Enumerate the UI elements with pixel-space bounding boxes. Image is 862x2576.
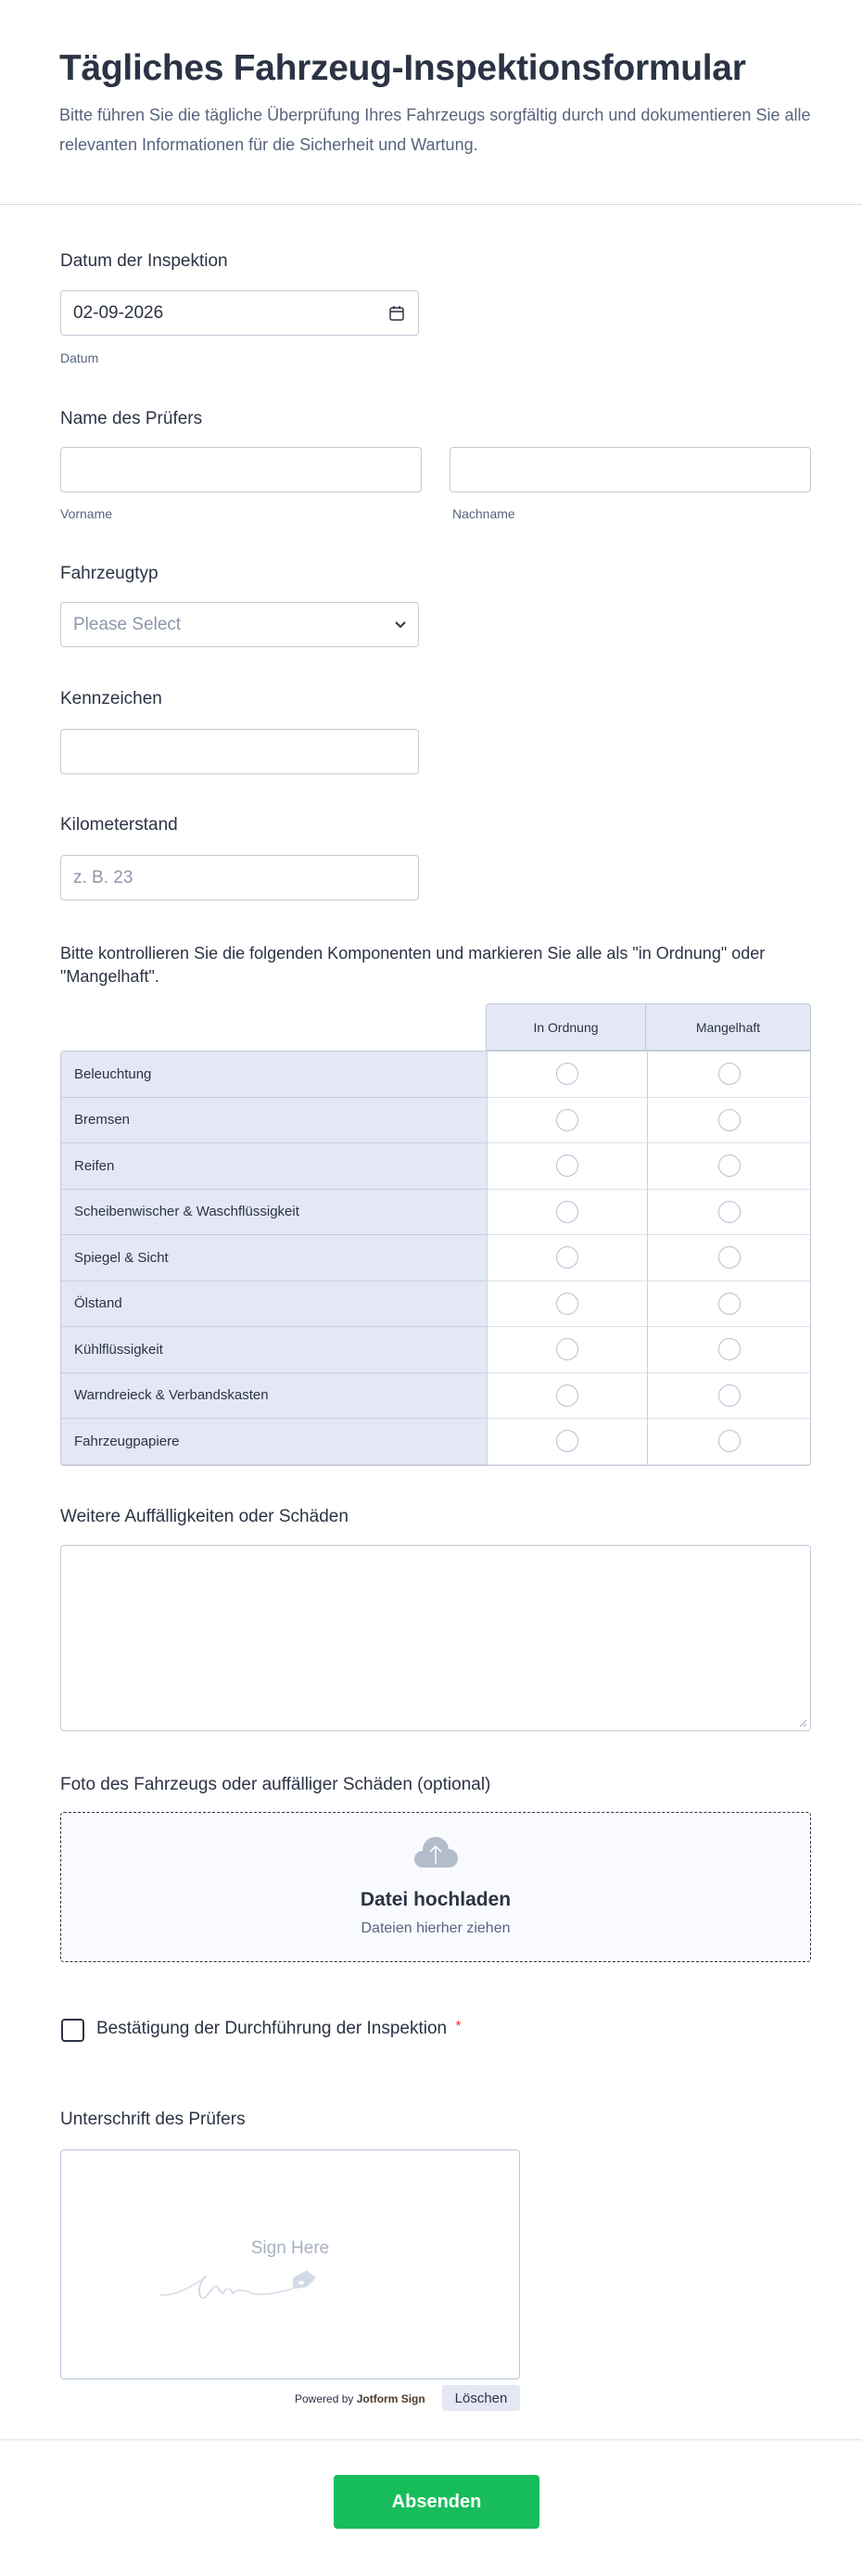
- matrix-row: [61, 1052, 810, 1098]
- radio-in-ordnung[interactable]: [556, 1246, 578, 1269]
- powered-by: [295, 2392, 425, 2405]
- first-name-input[interactable]: [60, 447, 422, 492]
- plate-input[interactable]: [60, 729, 419, 774]
- jotform-sign-brand: Jotform Sign: [356, 2392, 425, 2405]
- matrix-column-header: In Ordnung: [486, 1003, 646, 1051]
- radio-in-ordnung[interactable]: [556, 1430, 578, 1452]
- confirm-label: [96, 2019, 462, 2039]
- matrix-cell: [487, 1052, 647, 1098]
- matrix-cell: [487, 1235, 647, 1282]
- matrix-cell: [647, 1235, 810, 1282]
- matrix-cell: [487, 1373, 647, 1420]
- radio-mangelhaft[interactable]: [718, 1338, 741, 1360]
- matrix-row: [61, 1098, 810, 1144]
- matrix-row-label: Ölstand: [61, 1282, 487, 1328]
- matrix-column-header: Mangelhaft: [646, 1003, 811, 1051]
- date-input[interactable]: [60, 290, 419, 336]
- matrix-row-label: Fahrzeugpapiere: [61, 1419, 487, 1465]
- name-label: Name des Prüfers: [60, 409, 203, 428]
- matrix-row: [61, 1327, 810, 1373]
- page-title: Tägliches Fahrzeug-Inspektionsformular: [59, 48, 746, 88]
- matrix-cell: [487, 1282, 647, 1328]
- radio-mangelhaft[interactable]: [718, 1246, 741, 1269]
- remarks-textarea[interactable]: [60, 1545, 811, 1731]
- vehicle-type-select[interactable]: [60, 602, 419, 647]
- matrix-cell: [647, 1419, 810, 1465]
- matrix-body: [60, 1051, 811, 1466]
- radio-mangelhaft[interactable]: [718, 1430, 741, 1452]
- matrix-row: [61, 1373, 810, 1420]
- matrix-cell: [647, 1282, 810, 1328]
- radio-in-ordnung[interactable]: [556, 1154, 578, 1177]
- radio-in-ordnung[interactable]: [556, 1384, 578, 1407]
- matrix-row-label: Reifen: [61, 1143, 487, 1190]
- radio-mangelhaft[interactable]: [718, 1201, 741, 1223]
- matrix-cell: [647, 1098, 810, 1144]
- chevron-down-icon: [394, 620, 407, 630]
- upload-button-label: Datei hochladen: [360, 1889, 512, 1910]
- upload-dropzone[interactable]: [60, 1812, 811, 1962]
- radio-in-ordnung[interactable]: [556, 1201, 578, 1223]
- matrix-row-label: Spiegel & Sicht: [61, 1235, 487, 1282]
- matrix-question: Bitte kontrollieren Sie die folgenden Komponenten und markieren Sie alle als "in Ordnung" oder "Mangelhaft".: [60, 944, 766, 986]
- matrix-row-label: Beleuchtung: [61, 1052, 487, 1098]
- plate-label: Kennzeichen: [60, 689, 162, 708]
- calendar-icon[interactable]: [388, 305, 405, 322]
- first-name-sublabel: Vorname: [60, 506, 113, 521]
- last-name-input[interactable]: [450, 447, 811, 492]
- mileage-placeholder: z. B. 23: [73, 868, 133, 887]
- submit-button[interactable]: Absenden: [334, 2475, 539, 2529]
- cloud-upload-icon: [413, 1837, 458, 1868]
- matrix-cell: [647, 1190, 810, 1236]
- mileage-label: Kilometerstand: [60, 815, 178, 835]
- matrix-row: [61, 1419, 810, 1465]
- remarks-label: Weitere Auffälligkeiten oder Schäden: [60, 1507, 349, 1526]
- required-asterisk: *: [455, 2019, 462, 2034]
- vehicle-type-placeholder: Please Select: [73, 615, 182, 634]
- matrix-cell: [647, 1143, 810, 1190]
- matrix-cell: [487, 1190, 647, 1236]
- date-label: Datum der Inspektion: [60, 251, 228, 271]
- radio-in-ordnung[interactable]: [556, 1338, 578, 1360]
- matrix-row-label: Warndreieck & Verbandskasten: [61, 1373, 487, 1420]
- matrix-row-label: Bremsen: [61, 1098, 487, 1144]
- page-description: Bitte führen Sie die tägliche Überprüfung Ihres Fahrzeugs sorgfältig durch und dokumentieren Sie alle relevanten Informationen für die Sicherheit und Wartung.: [59, 106, 811, 154]
- date-sublabel: Datum: [60, 351, 99, 365]
- confirm-checkbox[interactable]: [61, 2019, 84, 2042]
- radio-mangelhaft[interactable]: [718, 1384, 741, 1407]
- matrix-row: [61, 1143, 810, 1190]
- signature-label: Unterschrift des Prüfers: [60, 2110, 246, 2129]
- matrix-row-label: Scheibenwischer & Waschflüssigkeit: [61, 1190, 487, 1236]
- powered-by-text: Powered by: [295, 2392, 354, 2405]
- header-divider: [0, 204, 862, 205]
- matrix-cell: [487, 1098, 647, 1144]
- clear-signature-button[interactable]: Löschen: [442, 2385, 520, 2411]
- radio-mangelhaft[interactable]: [718, 1063, 741, 1085]
- matrix-row: [61, 1235, 810, 1282]
- matrix-cell: [487, 1327, 647, 1373]
- matrix-row-label: Kühlflüssigkeit: [61, 1327, 487, 1373]
- mileage-input[interactable]: [60, 855, 419, 900]
- vehicle-type-label: Fahrzeugtyp: [60, 564, 158, 583]
- matrix-cell: [647, 1373, 810, 1420]
- matrix-row: [61, 1282, 810, 1328]
- signature-pen-icon: [158, 2265, 325, 2302]
- date-value: 02-09-2026: [73, 303, 164, 323]
- matrix-row: [61, 1190, 810, 1236]
- radio-mangelhaft[interactable]: [718, 1293, 741, 1315]
- footer-divider: [0, 2439, 862, 2441]
- matrix-cell: [647, 1327, 810, 1373]
- upload-label: Foto des Fahrzeugs oder auffälliger Schäden (optional): [60, 1775, 491, 1794]
- matrix-cell: [487, 1419, 647, 1465]
- upload-hint: Dateien hierher ziehen: [361, 1920, 511, 1936]
- matrix-cell: [647, 1052, 810, 1098]
- signature-pad[interactable]: [60, 2149, 520, 2379]
- signature-placeholder: Sign Here: [250, 2238, 330, 2258]
- resize-handle-icon[interactable]: [799, 1719, 806, 1727]
- last-name-sublabel: Nachname: [452, 506, 515, 521]
- radio-mangelhaft[interactable]: [718, 1109, 741, 1131]
- radio-in-ordnung[interactable]: [556, 1293, 578, 1315]
- radio-in-ordnung[interactable]: [556, 1109, 578, 1131]
- radio-mangelhaft[interactable]: [718, 1154, 741, 1177]
- confirm-text: Bestätigung der Durchführung der Inspektion: [96, 2019, 448, 2038]
- radio-in-ordnung[interactable]: [556, 1063, 578, 1085]
- matrix-cell: [487, 1143, 647, 1190]
